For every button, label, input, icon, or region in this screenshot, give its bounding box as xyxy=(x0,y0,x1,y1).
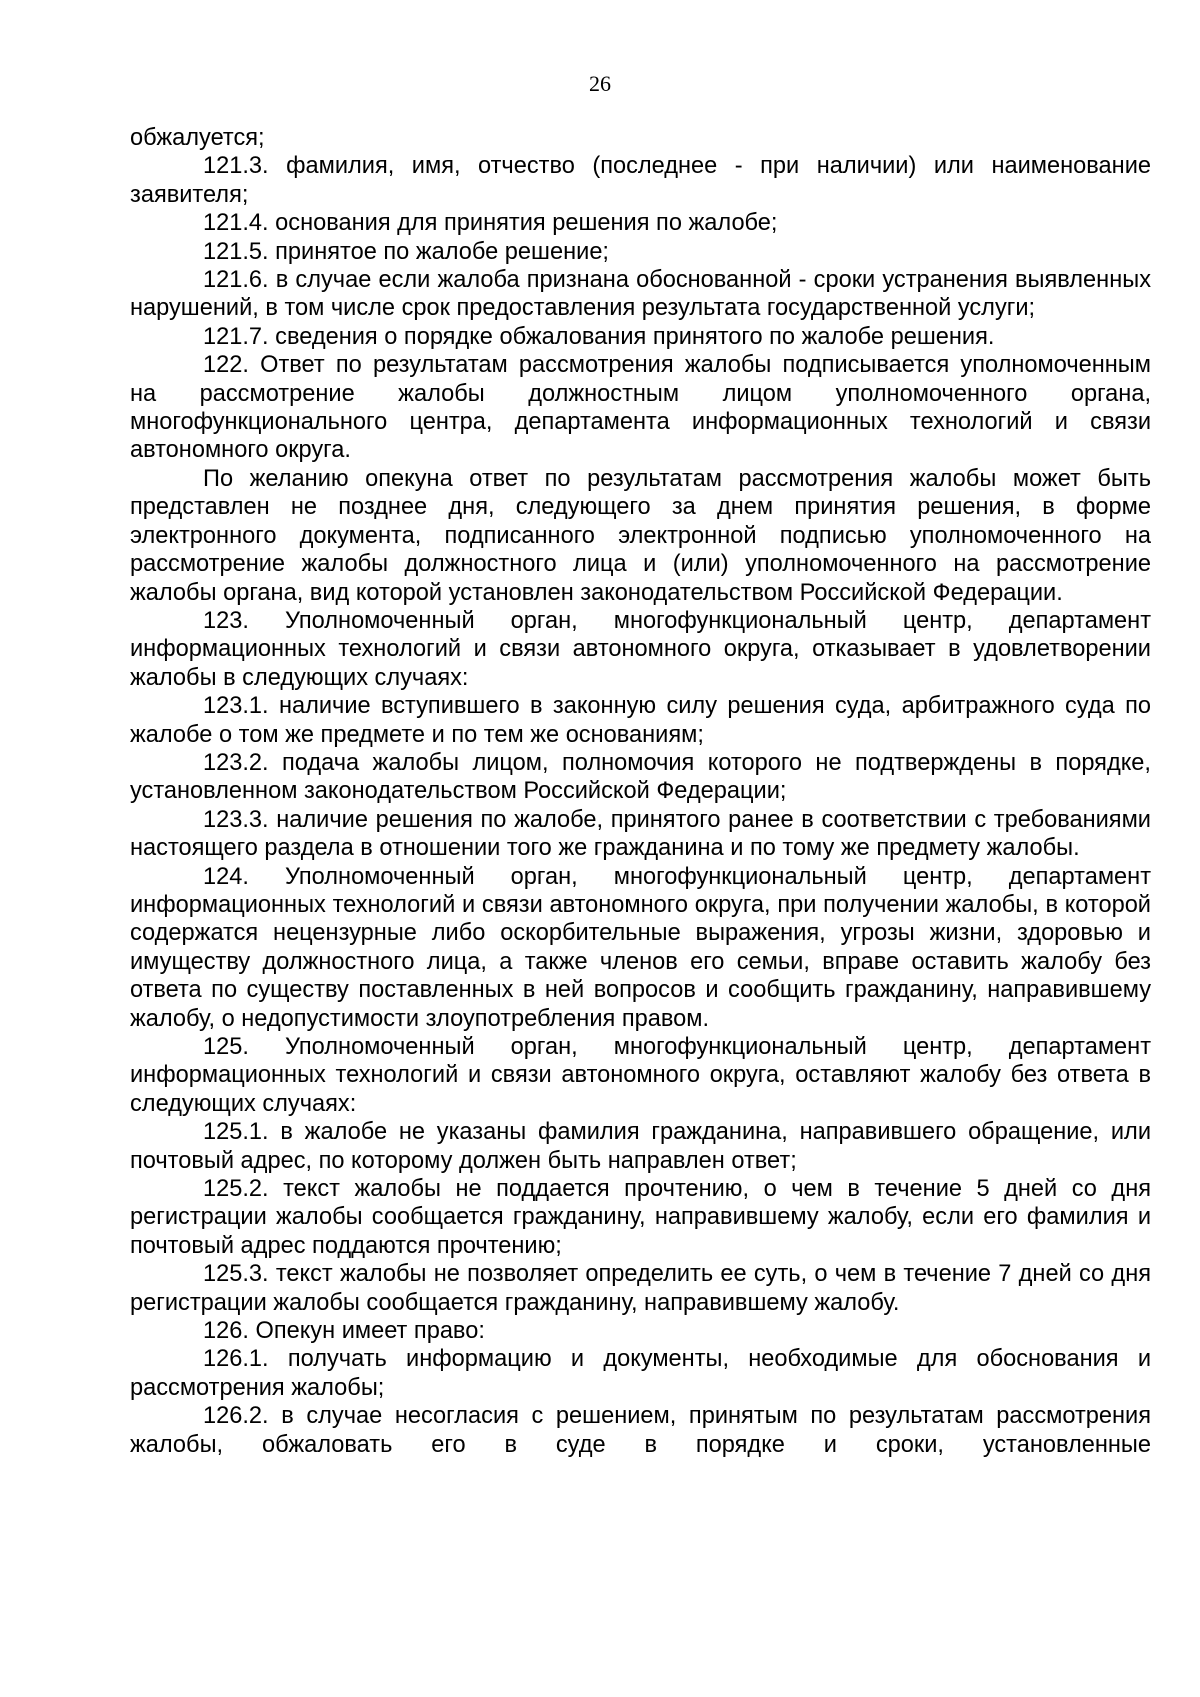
paragraph-122-guardian: По желанию опекуна ответ по результатам рассмотрения жалобы может быть представлен не позднее дня, следующего за днем принятия решения, в форме электронного документа, подписанного электронной подписью уполномоченного на рассмотрение жалобы должностного лица и (или) уполномоченного на рассмотрение жалобы органа, вид которой установлен законодательством Российской Федерации. xyxy=(130,465,1151,606)
paragraph-123-3: 123.3. наличие решения по жалобе, принятого ранее в соответствии с требованиями настоящего раздела в отношении того же гражданина и по тому же предмету жалобы. xyxy=(130,806,1151,862)
paragraph-123-2: 123.2. подача жалобы лицом, полномочия которого не подтверждены в порядке, установленном законодательством Российской Федерации; xyxy=(130,749,1151,805)
paragraph-121-6: 121.6. в случае если жалоба признана обоснованной - сроки устранения выявленных нарушений, в том числе срок предоставления результата государственной услуги; xyxy=(130,267,1151,322)
document-body xyxy=(130,124,1151,1459)
paragraph-122: 122. Ответ по результатам рассмотрения жалобы подписывается уполномоченным на рассмотрение жалобы должностным лицом уполномоченного органа, многофункционального центра, департамента информационных технологий и связи автономного округа. xyxy=(130,352,1151,464)
paragraph-125-2: 125.2. текст жалобы не поддается прочтению, о чем в течение 5 дней со дня регистрации жалобы сообщается гражданину, направившему жалобу, если его фамилия и почтовый адрес поддаются прочтению; xyxy=(130,1176,1151,1259)
paragraph-continuation: обжалуется; xyxy=(130,125,265,151)
paragraph-121-5: 121.5. принятое по жалобе решение; xyxy=(203,238,609,265)
paragraph-124: 124. Уполномоченный орган, многофункциональный центр, департамент информационных технологий и связи автономного округа, при получении жалобы, в которой содержатся нецензурные либо оскорбительные выражения, угрозы жизни, здоровью и имуществу должностного лица, а также членов его семьи, вправе оставить жалобу без ответа по существу поставленных в ней вопросов и сообщить гражданину, направившему жалобу, о недопустимости злоупотребления правом. xyxy=(130,863,1151,1032)
paragraph-121-7: 121.7. сведения о порядке обжалования принятого по жалобе решения. xyxy=(203,323,995,350)
paragraph-126: 126. Опекун имеет право: xyxy=(203,1318,485,1345)
paragraph-121-3: 121.3. фамилия, имя, отчество (последнее - при наличии) или наименование заявителя; xyxy=(130,153,1151,208)
paragraph-126-2: 126.2. в случае несогласия с решением, принятым по результатам рассмотрения жалобы, обжаловать его в суде в порядке и сроки, установленные xyxy=(130,1403,1151,1458)
paragraph-125-3: 125.3. текст жалобы не позволяет определить ее суть, о чем в течение 7 дней со дня регистрации жалобы сообщается гражданину, направившему жалобу. xyxy=(130,1261,1151,1316)
paragraph-125-1: 125.1. в жалобе не указаны фамилия гражданина, направившего обращение, или почтовый адрес, по которому должен быть направлен ответ; xyxy=(130,1119,1151,1174)
paragraph-123: 123. Уполномоченный орган, многофункциональный центр, департамент информационных технологий и связи автономного округа, отказывает в удовлетворении жалобы в следующих случаях: xyxy=(130,607,1151,691)
page-number: 26 xyxy=(589,71,611,96)
paragraph-123-1: 123.1. наличие вступившего в законную силу решения суда, арбитражного суда по жалобе о том же предмете и по тем же основаниям; xyxy=(130,693,1151,748)
paragraph-126-1: 126.1. получать информацию и документы, необходимые для обоснования и рассмотрения жалобы; xyxy=(130,1346,1151,1401)
paragraph-125: 125. Уполномоченный орган, многофункциональный центр, департамент информационных технологий и связи автономного округа, оставляют жалобу без ответа в следующих случаях: xyxy=(130,1034,1151,1117)
paragraph-121-4: 121.4. основания для принятия решения по жалобе; xyxy=(203,210,778,237)
